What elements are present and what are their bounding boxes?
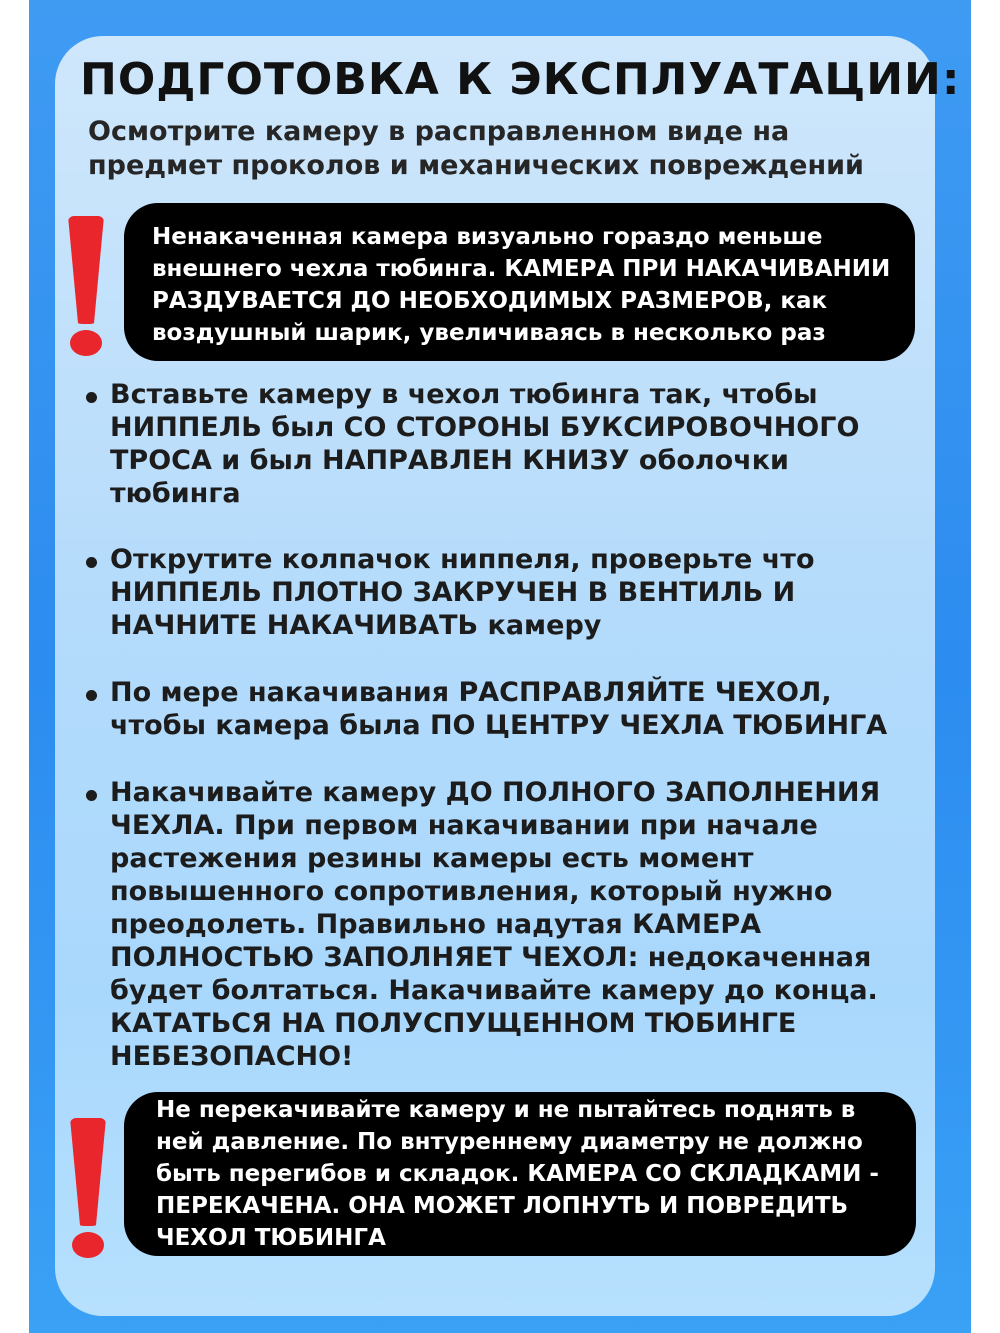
warning-box-1 xyxy=(124,203,915,361)
bullet-dot xyxy=(86,790,97,801)
bullet-dot xyxy=(86,392,97,403)
step-text-2: Открутите колпачок ниппеля, проверьте что НИППЕЛЬ ПЛОТНО ЗАКРУЧЕН В ВЕНТИЛЬ И НАЧНИТЕ НАКАЧИВАТЬ камеру xyxy=(110,544,815,641)
step-text-4: Накачивайте камеру ДО ПОЛНОГО ЗАПОЛНЕНИЯ ЧЕХЛА. При первом накачивании при начале растежения резины камеры есть момент повышенного сопротивления, который нужно преодолеть. Правильно надутая КАМЕРА ПОЛНОСТЬЮ ЗАПОЛНЯЕТ ЧЕХОЛ: недокаченная будет болтаться. Накачивайте камеру до конца. КАТАТЬСЯ НА ПОЛУСПУЩЕННОМ ТЮБИНГЕ НЕБЕЗОПАСНО! xyxy=(110,777,881,1072)
bullet-dot xyxy=(86,690,97,701)
warning-box-2 xyxy=(124,1092,916,1256)
page-title: ПОДГОТОВКА К ЭКСПЛУАТАЦИИ: xyxy=(80,54,961,105)
exclamation-icon xyxy=(64,216,108,356)
exclamation-bar xyxy=(68,216,104,324)
bullet-dot xyxy=(86,557,97,568)
step-text-1: Вставьте камеру в чехол тюбинга так, чтобы НИППЕЛЬ был СО СТОРОНЫ БУКСИРОВОЧНОГО ТРОСА и был НАПРАВЛЕН КНИЗУ оболочки тюбинга xyxy=(110,379,860,509)
warning-text-2: Не перекачивайте камеру и не пытайтесь поднять в ней давление. По внтуреннему диаметру не должно быть перегибов и складок. КАМЕРА СО СКЛАДКАМИ - ПЕРЕКАЧЕНА. ОНА МОЖЕТ ЛОПНУТЬ И ПОВРЕДИТЬ ЧЕХОЛ ТЮБИНГА xyxy=(156,1097,879,1251)
exclamation-dot xyxy=(70,330,102,356)
list-item xyxy=(82,776,912,1081)
list-item xyxy=(82,378,912,518)
exclamation-icon xyxy=(66,1118,110,1258)
intro-text: Осмотрите камеру в расправленном виде на предмет проколов и механических повреждений xyxy=(88,116,864,181)
exclamation-dot xyxy=(72,1232,104,1258)
exclamation-bar xyxy=(70,1118,106,1226)
list-item xyxy=(82,543,912,653)
list-item xyxy=(82,676,912,752)
warning-text-1: Ненакаченная камера визуально гораздо меньше внешнего чехла тюбинга. КАМЕРА ПРИ НАКАЧИВАНИИ РАЗДУВАЕТСЯ ДО НЕОБХОДИМЫХ РАЗМЕРОВ, как воздушный шарик, увеличиваясь в несколько раз xyxy=(152,224,891,346)
step-text-3: По мере накачивания РАСПРАВЛЯЙТЕ ЧЕХОЛ, чтобы камера была ПО ЦЕНТРУ ЧЕХЛА ТЮБИНГА xyxy=(110,677,888,741)
